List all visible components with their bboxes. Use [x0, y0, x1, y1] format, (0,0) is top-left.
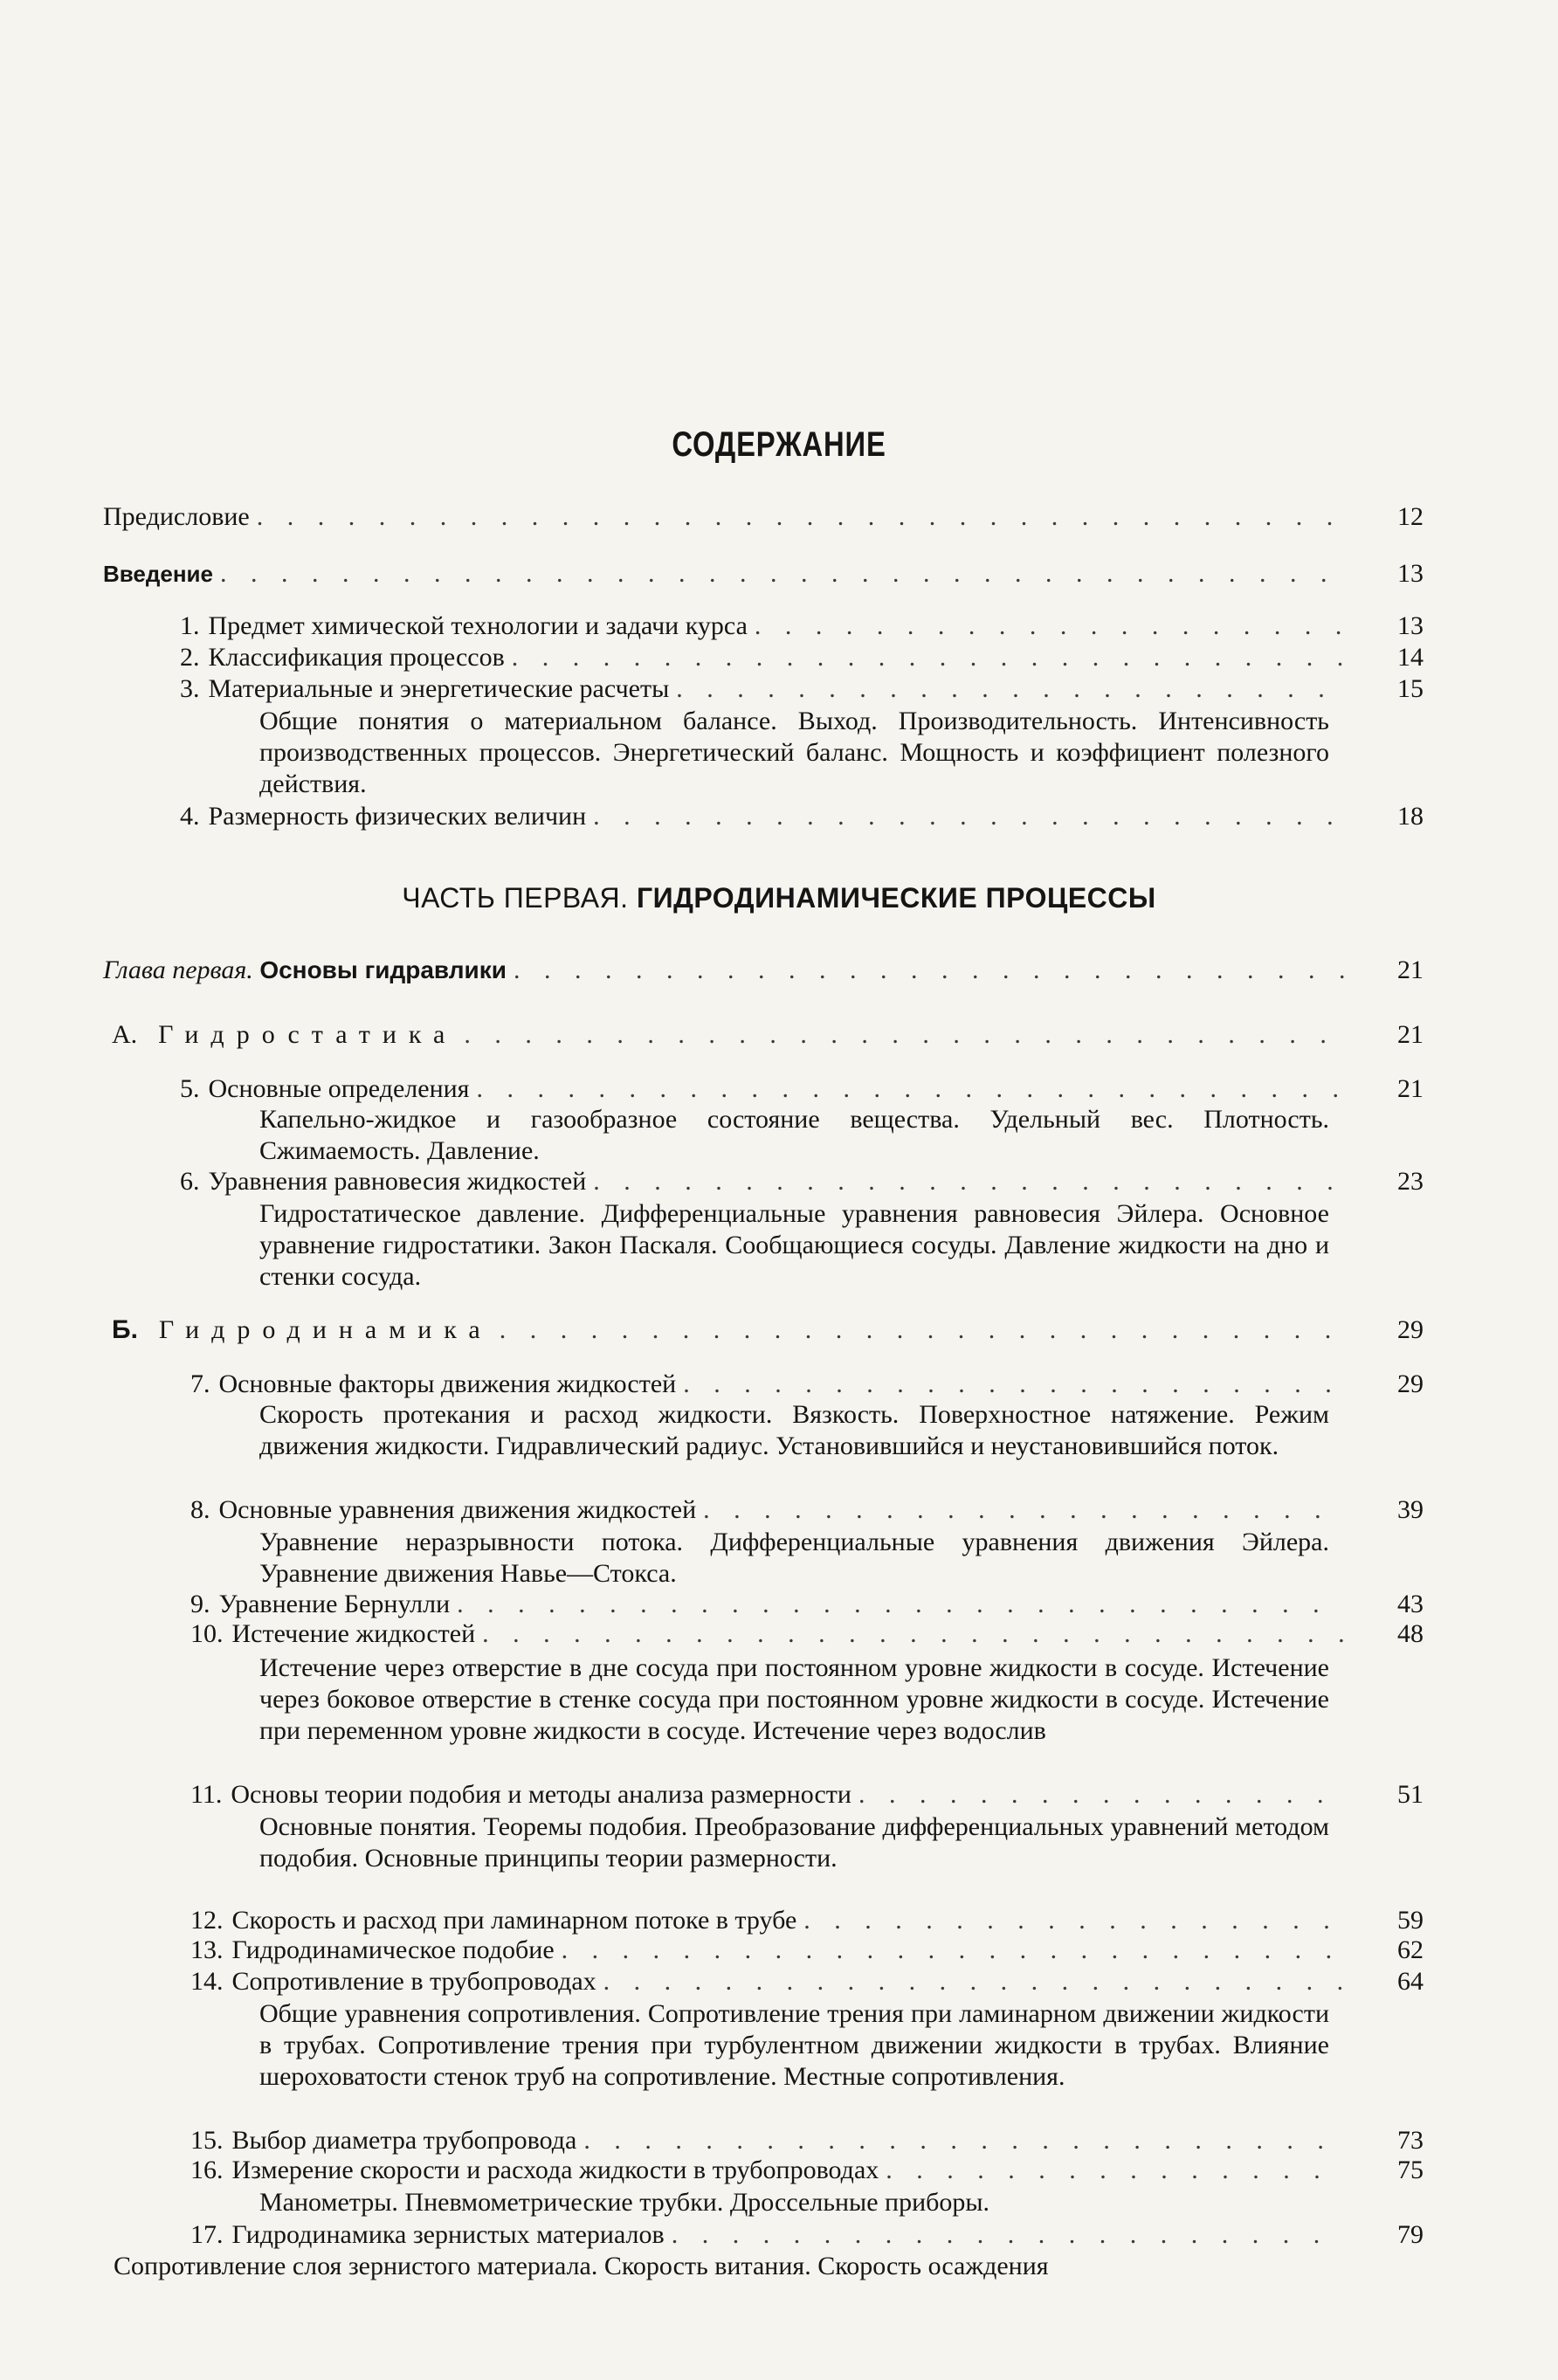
entry-page: 13	[1397, 559, 1424, 588]
dot-leader	[457, 1590, 1345, 1619]
toc-entry-12[interactable]	[190, 1906, 1424, 1935]
entry-page: 15	[1397, 674, 1424, 703]
entry-number: 9.	[190, 1590, 210, 1618]
dot-leader	[562, 1935, 1345, 1965]
dot-leader	[593, 802, 1345, 831]
entry-description: Капельно-жидкое и газообразное состояние вещества. Удельный вес. Плотность. Сжимаемость. Давление.	[259, 1105, 1329, 1165]
entry-number: 6.	[180, 1167, 200, 1196]
entry-page: 29	[1397, 1315, 1424, 1344]
section-name: Гидростатика	[158, 1020, 458, 1049]
entry-page: 75	[1397, 2156, 1424, 2184]
entry-label: Предисловие	[103, 502, 250, 531]
entry-number: 1.	[180, 611, 200, 640]
entry-description: Истечение через отверстие в дне сосуда при постоянном уровне жидкости в сосуде. Истечение через боковое отверстие в стенке сосуда при постоянном уровне жидкости в сосуде. Истечение при переменном уровне жидкости в сосуде. Истечение через водослив	[259, 1653, 1329, 1745]
entry-number: 14.	[190, 1967, 224, 1996]
toc-entry-1[interactable]	[180, 611, 1424, 641]
entry-page: 62	[1397, 1935, 1424, 1964]
entry-label: Введение	[103, 561, 213, 587]
chapter-name: Основы гидравлики	[259, 956, 507, 983]
dot-leader	[676, 674, 1345, 704]
entry-label: Размерность физических величин	[208, 802, 587, 831]
dot-leader	[603, 1967, 1345, 1997]
toc-entry-preface[interactable]	[103, 502, 1424, 532]
dot-leader	[703, 1495, 1345, 1525]
entry-description: Манометры. Пневмометрические трубки. Дроссельные приборы.	[259, 2188, 990, 2217]
entry-label: Основные уравнения движения жидкостей	[218, 1495, 697, 1524]
toc-entry-17[interactable]	[190, 2220, 1424, 2250]
entry-number: 8.	[190, 1495, 210, 1524]
toc-entry-10[interactable]	[190, 1619, 1424, 1649]
dot-leader	[482, 1619, 1345, 1649]
entry-page: 43	[1397, 1590, 1424, 1618]
entry-page: 21	[1397, 1020, 1424, 1049]
entry-page: 23	[1397, 1167, 1424, 1196]
entry-number: 11.	[190, 1780, 223, 1809]
section-letter: А.	[112, 1020, 138, 1049]
part-prefix: ЧАСТЬ ПЕРВАЯ.	[402, 882, 629, 914]
toc-entry-3[interactable]	[180, 674, 1424, 704]
chapter-prefix: Глава первая.	[103, 955, 253, 984]
entry-description: Общие уравнения сопротивления. Сопротивление трения при ламинарном движении жидкости в трубах. Сопротивление трения при турбулентном движении жидкости в трубах. Влияние шероховатости стенок труб на сопротивление. Местные сопротивления.	[259, 1999, 1329, 2091]
entry-label: Предмет химической технологии и задачи курса	[208, 611, 748, 640]
entry-number: 16.	[190, 2156, 224, 2184]
toc-entry-15[interactable]	[190, 2126, 1424, 2156]
entry-number: 10.	[190, 1619, 224, 1648]
entry-page: 12	[1397, 502, 1424, 531]
toc-entry-2[interactable]	[180, 643, 1424, 673]
dot-leader	[220, 559, 1345, 589]
entry-page: 21	[1397, 955, 1424, 984]
dot-leader	[593, 1167, 1345, 1197]
entry-page: 59	[1397, 1906, 1424, 1935]
entry-description: Уравнение неразрывности потока. Дифференциальные уравнения движения Эйлера. Уравнение движения Навье—Стокса.	[259, 1528, 1329, 1588]
toc-entry-14[interactable]	[190, 1967, 1424, 1997]
toc-entry-introduction[interactable]	[103, 559, 1424, 589]
section-letter: Б.	[112, 1315, 138, 1344]
entry-description: Гидростатическое давление. Дифференциальные уравнения равновесия Эйлера. Основное уравнение гидростатики. Закон Паскаля. Сообщающиеся сосуды. Давление жидкости на дно и стенки сосуда.	[259, 1199, 1329, 1291]
dot-leader	[886, 2156, 1345, 2185]
entry-page: 13	[1397, 611, 1424, 640]
entry-number: 17.	[190, 2220, 224, 2249]
entry-page: 18	[1397, 802, 1424, 831]
entry-label: Материальные и энергетические расчеты	[208, 674, 670, 703]
entry-label: Истечение жидкостей	[231, 1619, 476, 1648]
toc-section-a[interactable]	[112, 1020, 1424, 1050]
entry-label: Гидродинамика зернистых материалов	[231, 2220, 665, 2249]
entry-page: 64	[1397, 1967, 1424, 1996]
entry-number: 5.	[180, 1074, 200, 1103]
entry-label: Сопротивление в трубопроводах	[231, 1967, 596, 1996]
entry-number: 15.	[190, 2126, 224, 2155]
dot-leader	[257, 502, 1345, 532]
entry-page: 21	[1397, 1074, 1424, 1103]
entry-description: Общие понятия о материальном балансе. Выход. Производительность. Интенсивность производственных процессов. Энергетический баланс. Мощность и коэффициент полезного действия.	[259, 707, 1329, 798]
toc-entry-13[interactable]	[190, 1935, 1424, 1965]
toc-entry-4[interactable]	[180, 802, 1424, 831]
entry-description: Основные понятия. Теоремы подобия. Преобразование дифференциальных уравнений методом подобия. Основные принципы теории размерности.	[259, 1812, 1329, 1873]
toc-title: СОДЕРЖАНИЕ	[672, 425, 886, 464]
toc-entry-7[interactable]	[190, 1369, 1424, 1399]
entry-description: Сопротивление слоя зернистого материала. Скорость витания. Скорость осаждения	[114, 2252, 1049, 2280]
part-heading	[0, 882, 1558, 914]
entry-page: 51	[1397, 1780, 1424, 1809]
toc-entry-11[interactable]	[190, 1780, 1424, 1810]
toc-entry-9[interactable]	[190, 1590, 1424, 1619]
toc-entry-16[interactable]	[190, 2156, 1424, 2185]
entry-label: Классификация процессов	[208, 643, 505, 672]
entry-label: Основные факторы движения жидкостей	[218, 1369, 677, 1398]
entry-number: 13.	[190, 1935, 224, 1964]
toc-entry-5[interactable]	[180, 1074, 1424, 1104]
entry-number: 7.	[190, 1369, 210, 1398]
dot-leader	[500, 1315, 1345, 1345]
dot-leader	[683, 1369, 1345, 1399]
entry-label: Выбор диаметра трубопровода	[231, 2126, 577, 2155]
entry-page: 39	[1397, 1495, 1424, 1524]
toc-entry-8[interactable]	[190, 1495, 1424, 1525]
part-name: ГИДРОДИНАМИЧЕСКИЕ ПРОЦЕССЫ	[636, 882, 1156, 914]
section-name: Гидродинамика	[158, 1315, 493, 1344]
entry-label: Основные определения	[208, 1074, 470, 1103]
toc-entry-6[interactable]	[180, 1167, 1424, 1197]
dot-leader	[476, 1074, 1345, 1104]
entry-number: 3.	[180, 674, 200, 703]
entry-description: Скорость протекания и расход жидкости. Вязкость. Поверхностное натяжение. Режим движения жидкости. Гидравлический радиус. Установившийся и неустановившийся поток.	[259, 1400, 1329, 1460]
entry-number: 2.	[180, 643, 200, 672]
entry-number: 12.	[190, 1906, 224, 1935]
entry-page: 48	[1397, 1619, 1424, 1648]
toc-entry-chapter-1[interactable]	[103, 955, 1424, 985]
toc-section-b[interactable]	[112, 1315, 1424, 1345]
dot-leader	[514, 955, 1345, 985]
entry-label: Измерение скорости и расхода жидкости в трубопроводах	[231, 2156, 879, 2184]
dot-leader	[858, 1780, 1345, 1810]
dot-leader	[755, 611, 1345, 641]
entry-label: Основы теории подобия и методы анализа размерности	[231, 1780, 851, 1809]
entry-label: Уравнения равновесия жидкостей	[208, 1167, 587, 1196]
entry-label: Гидродинамическое подобие	[231, 1935, 555, 1964]
entry-page: 79	[1397, 2220, 1424, 2249]
dot-leader	[672, 2220, 1345, 2250]
entry-page: 29	[1397, 1369, 1424, 1398]
entry-page: 14	[1397, 643, 1424, 672]
dot-leader	[803, 1906, 1345, 1935]
entry-page: 73	[1397, 2126, 1424, 2155]
dot-leader	[464, 1020, 1345, 1050]
entry-label: Уравнение Бернулли	[218, 1590, 451, 1618]
dot-leader	[512, 643, 1345, 673]
entry-label: Скорость и расход при ламинарном потоке в трубе	[231, 1906, 797, 1935]
dot-leader	[583, 2126, 1345, 2156]
entry-number: 4.	[180, 802, 200, 831]
